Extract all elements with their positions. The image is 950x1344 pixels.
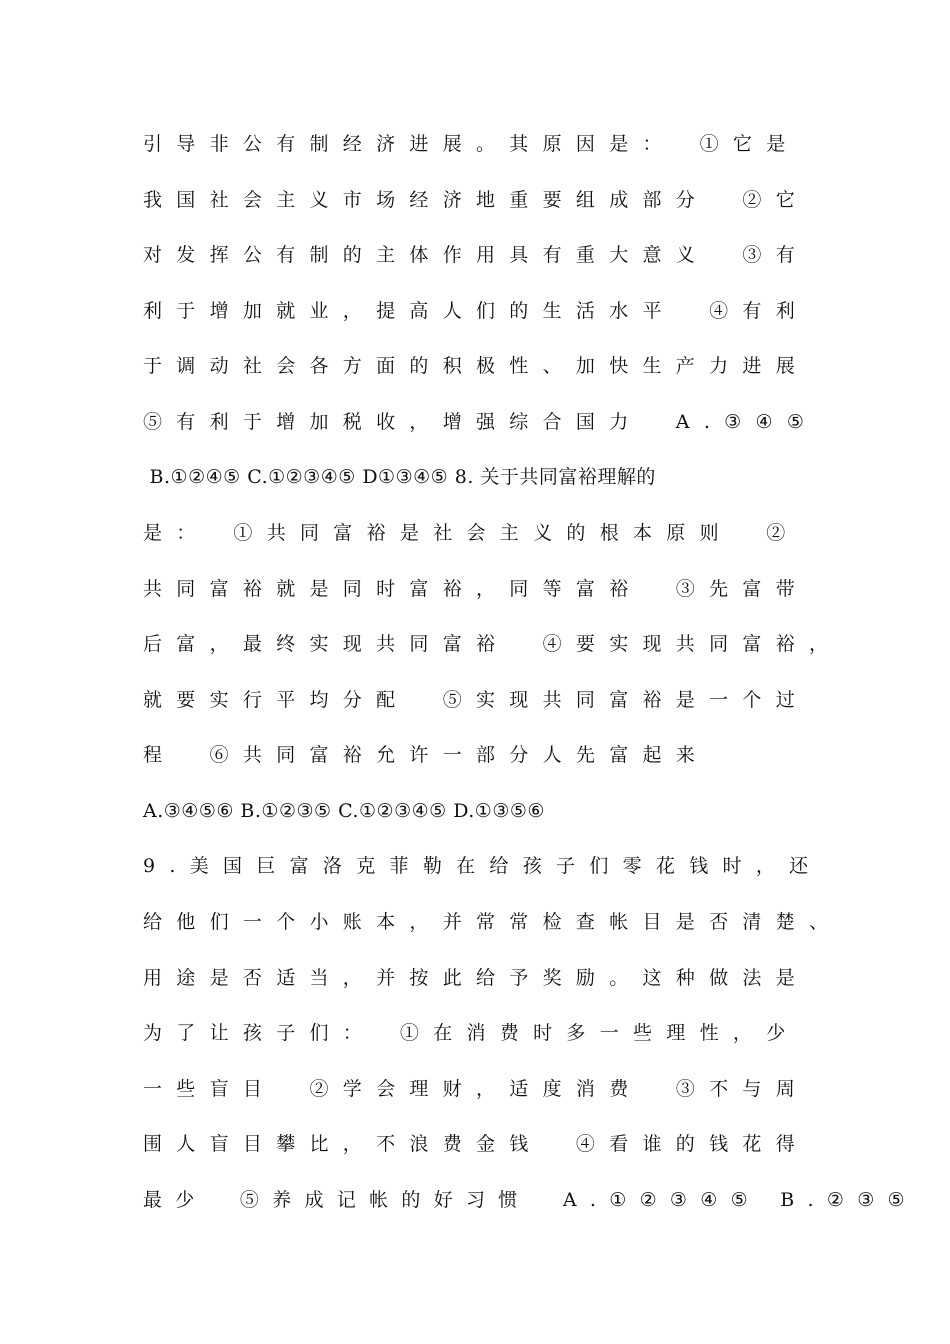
text-line: 利于增加就业，提高人们的生活水平 ④有利 — [143, 300, 810, 322]
text-line: 为了让孩子们： ①在消费时多一些理性，少 — [143, 1022, 800, 1044]
answer-options-line: A.③④⑤⑥ B.①②③⑤ C.①②③④⑤ D.①③⑤⑥ — [143, 800, 545, 822]
text-line: 就要实行平均分配 ⑤实现共同富裕是一个过 — [143, 689, 810, 711]
text-line: 给他们一个小账本，并常常检查帐目是否清楚、 — [143, 911, 843, 933]
text-line: 用途是否适当，并按此给予奖励。这种做法是 — [143, 967, 810, 989]
text-line: 对发挥公有制的主体作用具有重大意义 ③有 — [143, 244, 810, 266]
text-line: 于调动社会各方面的积极性、加快生产力进展 — [143, 355, 810, 377]
text-line: 我国社会主义市场经济地重要组成部分 ②它 — [143, 189, 810, 211]
text-line: 引导非公有制经济进展。其原因是： ①它是 — [143, 133, 800, 155]
text-line: 是： ①共同富裕是社会主义的根本原则 ② — [143, 522, 800, 544]
question-9-line: 9.美国巨富洛克菲勒在给孩子们零花钱时，还 — [143, 855, 823, 877]
text-line: 程 ⑥共同富裕允许一部分人先富起来 — [143, 744, 710, 766]
text-line: 最少 ⑤养成记帐的好习惯 A.①②③④⑤ B.②③⑤ — [143, 1189, 918, 1211]
text-line: 共同富裕就是同时富裕，同等富裕 ③先富带 — [143, 578, 810, 600]
text-line: 一些盲目 ②学会理财，适度消费 ③不与周 — [143, 1078, 810, 1100]
text-line: ⑤有利于增加税收，增强综合国力 A.③④⑤ — [143, 411, 819, 433]
text-line: 围人盲目攀比，不浪费金钱 ④看谁的钱花得 — [143, 1133, 810, 1155]
text-line: 后富，最终实现共同富裕 ④要实现共同富裕， — [143, 633, 843, 655]
text-line: B.①②④⑤ C.①②③④⑤ D①③④⑤ 8. 关于共同富裕理解的 — [143, 466, 656, 488]
